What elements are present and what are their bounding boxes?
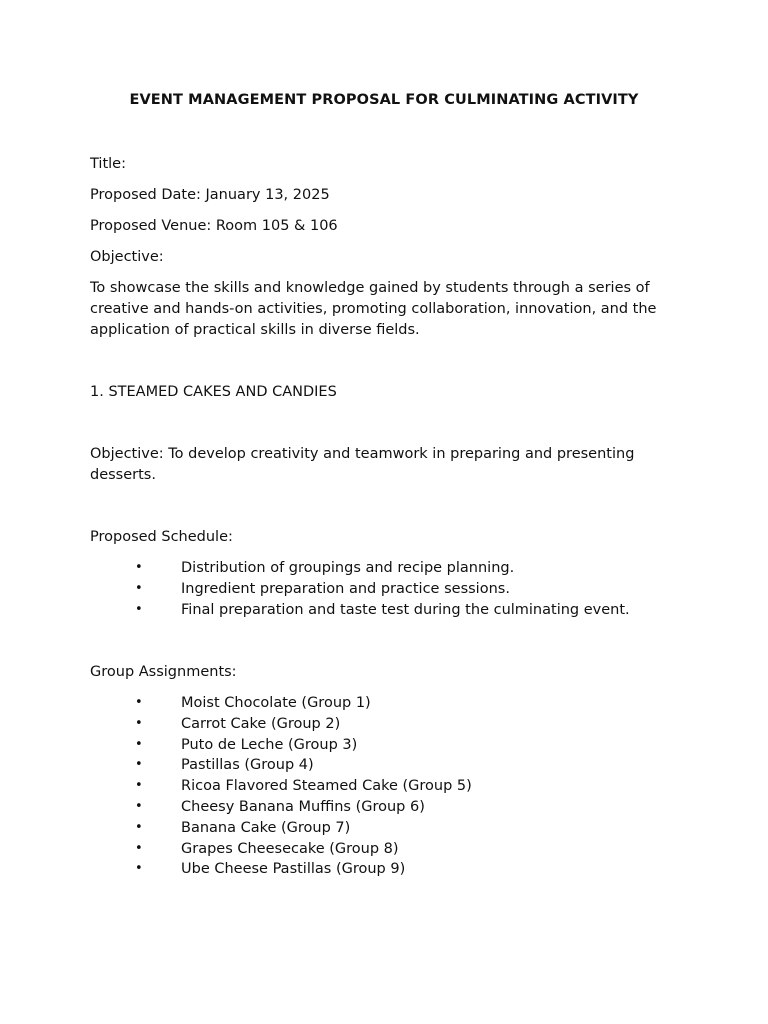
group-item: Ricoa Flavored Steamed Cake (Group 5) bbox=[181, 778, 472, 795]
group-item: Moist Chocolate (Group 1) bbox=[181, 695, 371, 711]
schedule-item: Distribution of groupings and recipe planning. bbox=[181, 560, 515, 576]
objective-paragraph: To showcase the skills and knowledge gained by students through a series of creative and hands-on activities, promoting collaboration, innovation, and the application of practical skills in diverse fields. bbox=[90, 280, 657, 338]
bullet-icon: • bbox=[135, 798, 143, 814]
bullet-icon: • bbox=[135, 861, 143, 877]
group-item: Pastillas (Group 4) bbox=[181, 757, 314, 774]
proposed-date: Proposed Date: January 13, 2025 bbox=[90, 187, 330, 203]
bullet-icon: • bbox=[135, 757, 143, 773]
document-heading: EVENT MANAGEMENT PROPOSAL FOR CULMINATING ACTIVITY bbox=[129, 92, 639, 108]
bullet-icon: • bbox=[135, 736, 143, 752]
bullet-icon: • bbox=[135, 819, 143, 835]
group-item: Cheesy Banana Muffins (Group 6) bbox=[181, 798, 425, 815]
bullet-icon: • bbox=[135, 580, 143, 596]
group-item: Banana Cake (Group 7) bbox=[181, 819, 351, 836]
schedule-item: Final preparation and taste test during the culminating event. bbox=[181, 601, 630, 618]
bullet-icon: • bbox=[135, 778, 143, 794]
schedule-item: Ingredient preparation and practice sessions. bbox=[181, 580, 510, 597]
group-item: Grapes Cheesecake (Group 8) bbox=[181, 840, 399, 857]
section-objective: Objective: To develop creativity and teamwork in preparing and presenting desserts. bbox=[90, 446, 635, 483]
title-label: Title: bbox=[90, 156, 126, 172]
group-item: Ube Cheese Pastillas (Group 9) bbox=[181, 861, 406, 878]
bullet-icon: • bbox=[135, 840, 143, 856]
objective-label: Objective: bbox=[90, 249, 164, 265]
group-item: Puto de Leche (Group 3) bbox=[181, 736, 358, 753]
groups-label: Group Assignments: bbox=[90, 664, 237, 680]
bullet-icon: • bbox=[135, 715, 143, 731]
group-item: Carrot Cake (Group 2) bbox=[181, 715, 341, 732]
schedule-label: Proposed Schedule: bbox=[90, 529, 233, 545]
bullet-icon: • bbox=[135, 601, 143, 617]
bullet-icon: • bbox=[135, 695, 143, 710]
proposed-venue: Proposed Venue: Room 105 & 106 bbox=[90, 218, 338, 234]
bullet-icon: • bbox=[135, 560, 143, 575]
section-title: 1. STEAMED CAKES AND CANDIES bbox=[90, 384, 337, 400]
